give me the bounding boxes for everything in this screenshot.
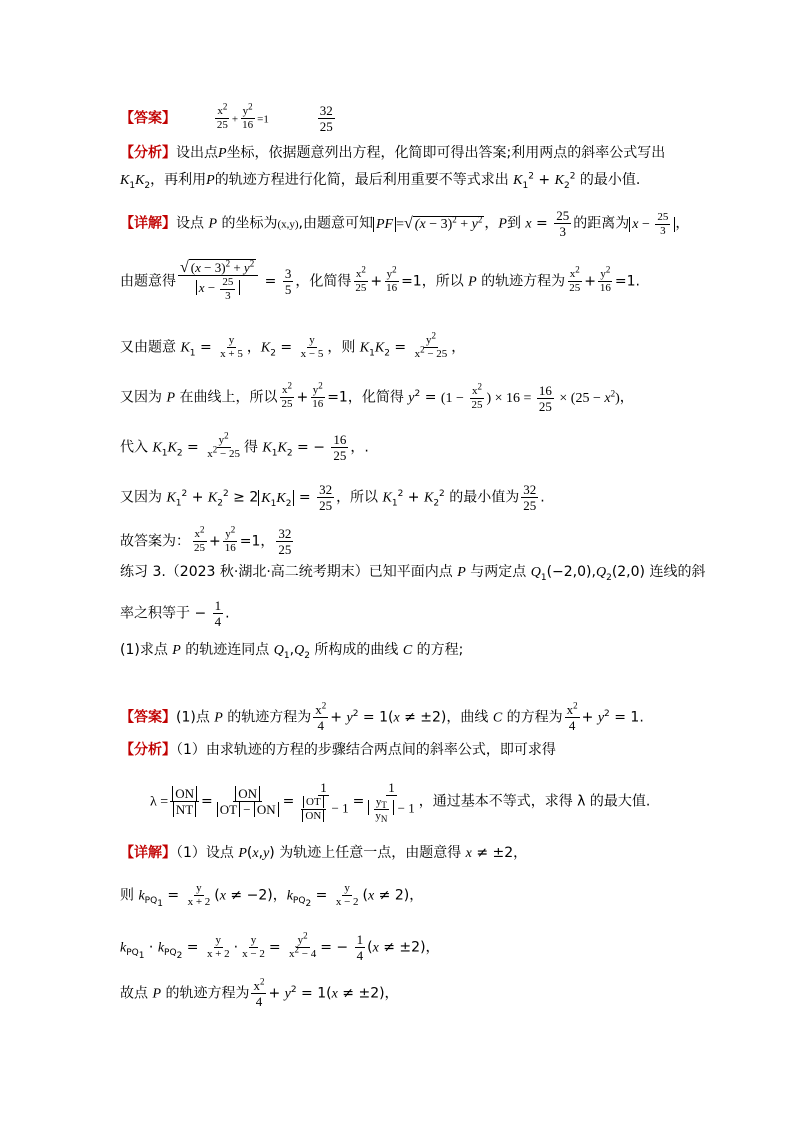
practice-3-line-2: 率之积等于 − $\frac{1}{4}$ . xyxy=(120,598,230,629)
answer-2: 【答案】(1)点 P 的轨迹方程为 $\frac{x^2}{4}$ + $y^2 = 1(x \ne \pm 2)$，曲线 C 的方程为 $\frac{x^2}{4}$ + $y^2 = 1$. xyxy=(120,700,644,733)
detail-1-line-7: 故答案为： $\frac{x^2}{25}$ + $\frac{y^2}{16}$ =1， $\frac{32}{25}$ xyxy=(120,524,292,557)
detail-1-line-4: 又因为 P 在曲线上，所以 $\frac{x^2}{25}$ + $\frac{y^2}{16}$ =1，化简得 $y^2 = (1$ − $\frac{x^2}{25}$ ) × 16 = $\frac{16}{25}$ × $(25 - x^2)$， xyxy=(120,380,634,414)
answer-1: 【答案】 $\frac{x^2}{25}$ + $\frac{y^2}{16}$ =1 $\frac{32}{25}$ xyxy=(120,101,333,134)
analysis-2-line-1: 【分析】（1）由求轨迹的方程的步骤结合两点间的斜率公式，即可求得 xyxy=(120,742,556,758)
detail-1-line-1: 【详解】设点 P 的坐标为(x,y),由题意可知 PF =√ $(x - 3)^2 + y^2$ ，P到 x = $\frac{25}{3}$ 的距离为 x − $\frac{25}{3}$ ， xyxy=(120,208,690,239)
practice-3-line-3: (1)求点 P 的轨迹连同点 $Q_1,Q_2$ 所构成的曲线 C 的方程; xyxy=(120,642,464,661)
analysis-1-line-2: $K_1K_2$，再利用P的轨迹方程进行化简，最后利用重要不等式求出 $K_1^2 + K_2^2$ 的最小值. xyxy=(120,171,641,191)
practice-3-line-1: 练习 3.（2023 秋·湖北·高二统考期末）已知平面内点 P 与两定点 $Q_1(-2,0),Q_2(2,0)$ 连线的斜 xyxy=(120,564,706,583)
answer-tag: 【答案】 xyxy=(120,110,176,127)
detail-1-line-3: 又由题意 $K_1$ = $\frac{y}{x + 5}$ ，$K_2$ = $\frac{y}{x - 5}$ ，则 $K_1K_2$ = $\frac{y^2}{x^2 - 25}$ ， xyxy=(120,330,466,360)
detail-2-line-2: 则 $k_{PQ_1}$ = $\frac{y}{x + 2}$ (x ≠ −2)，$k_{PQ_2}$ = $\frac{y}{x - 2}$ (x ≠ 2)， xyxy=(120,882,424,910)
analysis-1-line-1: 【分析】设出点P坐标，依据题意列出方程，化简即可得出答案;利用两点的斜率公式写出 xyxy=(120,145,666,161)
answer-1-value: $\frac{32}{25}$ xyxy=(319,103,333,134)
detail-2-line-1: 【详解】（1）设点 P(x,y) 为轨迹上任意一点，由题意得 x ≠ ±2， xyxy=(120,845,528,861)
detail-2-line-3: $k_{PQ_1} \cdot k_{PQ_2}$ = $\frac{y}{x + 2}$ · $\frac{y}{x - 2}$ = $\frac{y^2}{x^2 - 4}$ = − $\frac{1}{4}$ (x ≠ ±2)， xyxy=(120,930,440,963)
detail-1-line-6: 又因为 $K_1^2 + K_2^2 \ge 2$ $K_1K_2$ = $\frac{32}{25}$ ，所以 $K_1^2 + K_2^2$ 的最小值为 $\frac{32}{25}$ . xyxy=(120,482,545,513)
detail-1-line-5: 代入 $K_1K_2$ = $\frac{y^2}{x^2 - 25}$ 得 $K_1K_2$ = − $\frac{16}{25}$ ，. xyxy=(120,430,369,463)
detail-2-line-4: 故点 P 的轨迹方程为 $\frac{x^2}{4}$ + $y^2 = 1(x \ne \pm 2)$， xyxy=(120,976,399,1009)
analysis-2-line-2: λ = $\frac{ON}{NT}$ = $\frac{ON}{OT - ON}$ = 1 $\frac{OT}{ON}$ − 1 = 1 $\frac{y_T}{y_N}$ − 1 ，通过基本不等式，求得 λ 的最大值. xyxy=(150,780,651,825)
detail-1-line-2: 由题意得 √ $(x - 3)^2 + y^2$ x − $\frac{25}{3}$ = $\frac{3}{5}$ ，化简得 $\frac{x^2}{25}$ + $\frac{y^2}{16}$ =1，所以 P 的轨迹方程为 $\frac{x^2}{25}$ + $\frac{y^2}{16}$ =1. xyxy=(120,258,641,302)
